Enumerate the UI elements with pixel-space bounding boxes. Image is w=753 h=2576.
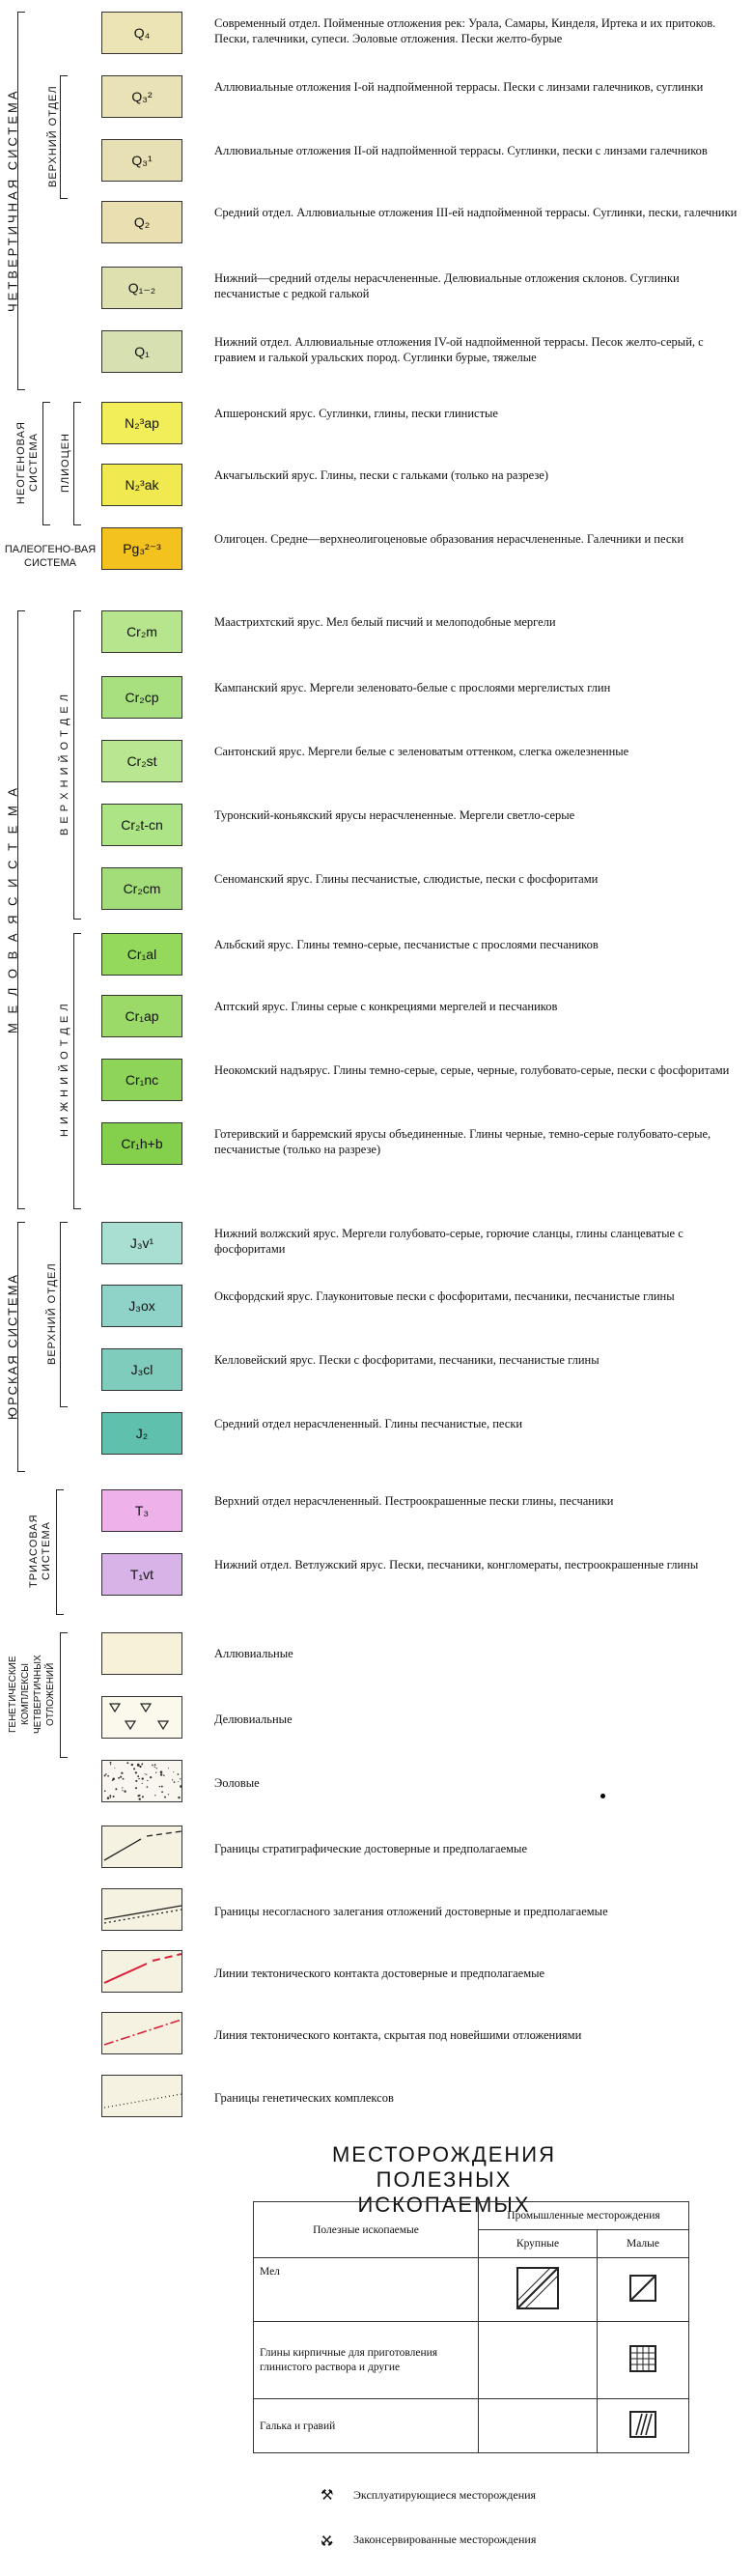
deposit-name-clay: Глины кирпичные для приготовления глинистого раствора и другие (254, 2322, 479, 2399)
sand-dot (160, 1773, 162, 1775)
sand-dot (137, 1775, 139, 1777)
gravel-small-icon (628, 2410, 657, 2439)
sand-dot (115, 1788, 117, 1790)
sand-dot (124, 1791, 126, 1793)
stratum-symbol: Q₃² (101, 75, 182, 118)
deposits-title-1: МЕСТОРОЖДЕНИЯ (331, 2142, 556, 2166)
sand-dot (160, 1770, 163, 1773)
tectonic-text: Линии тектонического контакта достоверные и предполагаемые (214, 1967, 545, 1980)
sand-dot (168, 1794, 169, 1795)
stratum-symbol: Cr₁al (101, 933, 182, 976)
stratum-description: Нижний волжский ярус. Мергели голубовато-серые, горючие сланцы, глины сланцеватые с фосфоритами (214, 1227, 683, 1256)
stratum-symbol: T₃ (101, 1489, 182, 1532)
sand-dot (133, 1768, 135, 1769)
sand-dot (164, 1797, 166, 1798)
conserved-icon: ⚒ (321, 2532, 334, 2547)
stratum-description: Туронский-коньякский ярусы нерасчлененные. Мергели светло-серые (214, 808, 575, 822)
deluvial-symbol (101, 1696, 182, 1739)
sand-dot (107, 1775, 109, 1777)
stratum-description: Олигоцен. Средне—верхнеолигоценовые образования нерасчлененные. Галечники и пески (214, 532, 684, 546)
sand-dot (131, 1764, 133, 1766)
sand-dot (178, 1773, 180, 1775)
stratum-symbol: Cr₂cm (101, 867, 182, 910)
sand-dot (104, 1790, 106, 1792)
deluvial-text: Делювиальные (214, 1713, 293, 1726)
stratum-description: Нижний—средний отделы нерасчлененные. Делювиальные отложения склонов. Суглинки песчанистые с редкой галькой (214, 271, 680, 300)
sand-dot (135, 1787, 137, 1789)
deposits-table (253, 2201, 689, 2453)
col-minerals: Полезные ископаемые (254, 2202, 479, 2258)
tectonic-hidden-symbol (101, 2012, 182, 2054)
stratum-symbol: Cr₂t-cn (101, 804, 182, 846)
stratum-symbol: Cr₂cp (101, 676, 182, 719)
sand-dot (114, 1768, 115, 1769)
stratum-symbol: Q₃¹ (101, 139, 182, 182)
stratum-description: Акчагыльский ярус. Глины, пески с гальками (только на разрезе) (214, 468, 549, 482)
sand-dot (154, 1795, 155, 1796)
strat-boundary-text: Границы стратиграфические достоверные и предполагаемые (214, 1842, 528, 1855)
sand-dot (120, 1776, 122, 1778)
sand-dot (110, 1764, 111, 1765)
stratum-description: Аптский ярус. Глины серые с конкрециями мергелей и песчаников (214, 1000, 558, 1013)
stratum-description: Готеривский и барремский ярусы объединенные. Глины черные, темно-серые голубовато-серые, песчанистые (только на разрезе) (214, 1127, 711, 1156)
stratum-symbol: J₃v¹ (101, 1222, 182, 1264)
sand-dot (110, 1762, 112, 1764)
label-paleogene: ПАЛЕОГЕНО-ВАЯ СИСТЕМА (4, 544, 97, 569)
stratum-description: Маастрихтский ярус. Мел белый писчий и мелоподобные мергели (214, 615, 556, 629)
bracket-cretaceous-lower (73, 933, 81, 1209)
sand-dot (123, 1778, 125, 1780)
sand-dot (135, 1780, 137, 1782)
sand-dot (150, 1776, 152, 1778)
stratum-symbol: Q₁ (101, 330, 182, 373)
dotted-pattern-icon (102, 1760, 181, 1802)
label-triassic: ТРИАСОВАЯ СИСТЕМА (28, 1514, 52, 1589)
sand-dot (138, 1798, 140, 1799)
unconformity-line-icon (102, 1888, 181, 1931)
bracket-cretaceous-upper (73, 610, 81, 920)
bracket-jurassic-upper (60, 1222, 68, 1407)
stratum-description: Сантонский ярус. Мергели белые с зеленоватым оттенком, слегка ожелезненные (214, 745, 629, 758)
alluvial-symbol (101, 1632, 182, 1675)
exploited-icon: ⚒ (321, 2488, 334, 2504)
sand-dot (145, 1773, 146, 1774)
stray-dot (600, 1794, 605, 1798)
boundary-line-icon (102, 1826, 181, 1868)
sand-dot (174, 1781, 176, 1783)
sand-dot (135, 1771, 137, 1773)
label-quaternary-upper: ВЕРХНИЙ ОТДЕЛ (47, 85, 59, 187)
sand-dot (172, 1779, 173, 1780)
sand-dot (147, 1780, 148, 1781)
stratum-description: Аллювиальные отложения I-ой надпойменной террасы. Пески с линзами галечников, суглинки (214, 80, 704, 94)
stratum-description: Верхний отдел нерасчлененный. Пестроокрашенные пески глины, песчаники (214, 1494, 614, 1508)
sand-dot (159, 1786, 160, 1787)
stratum-description: Нижний отдел. Аллювиальные отложения IV-ой надпойменной террасы. Песок желто-серый, с гравием и галькой уральских пород. Суглинки бурые, тяжелые (214, 335, 704, 364)
sand-dot (112, 1779, 114, 1781)
triangle-pattern-icon (102, 1696, 181, 1739)
label-jurassic: ЮРСКАЯ СИСТЕМА (5, 1272, 20, 1420)
chalk-large-icon (516, 2266, 560, 2310)
sand-dot (178, 1781, 179, 1782)
genetic-boundary-text: Границы генетических комплексов (214, 2091, 394, 2105)
stratum-symbol: N₂³ap (101, 402, 182, 444)
label-cretaceous-lower: Н И Ж Н И Й О Т Д Е Л (59, 1003, 70, 1138)
genetic-boundary-symbol (101, 2075, 182, 2117)
tectonic-symbol (101, 1950, 182, 1993)
unconformity-symbol (101, 1888, 182, 1931)
sand-dot (118, 1777, 120, 1779)
tectonic-line-icon (102, 1950, 181, 1993)
stratum-symbol: N₂³ak (101, 464, 182, 506)
stratum-symbol: Cr₁h+b (101, 1122, 182, 1165)
sand-dot (137, 1764, 140, 1767)
strat-boundary-symbol (101, 1826, 182, 1868)
label-quaternary: ЧЕТВЕРТИЧНАЯ СИСТЕМА (5, 88, 20, 312)
stratum-symbol: J₃ox (101, 1285, 182, 1327)
deposits-title-2: ПОЛЕЗНЫХ ИСКОПАЕМЫХ (357, 2167, 531, 2217)
stratum-symbol: Cr₂m (101, 610, 182, 653)
stratum-symbol: Cr₁nc (101, 1059, 182, 1101)
sand-dot (154, 1767, 155, 1768)
stratum-description: Альбский ярус. Глины темно-серые, песчанистые с прослоями песчаников (214, 938, 599, 951)
label-genetic: ГЕНЕТИЧЕСКИЕ КОМПЛЕКСЫ ЧЕТВЕРТИЧНЫХ ОТЛОЖЕНИЙ (8, 1655, 56, 1734)
sand-dot (126, 1762, 128, 1764)
sand-dot (152, 1765, 153, 1767)
stratum-symbol: Q₄ (101, 12, 182, 54)
sand-dot (142, 1796, 144, 1798)
bracket-quaternary-upper (60, 75, 68, 199)
stratum-symbol: Q₂ (101, 201, 182, 243)
eolian-symbol (101, 1760, 182, 1802)
sand-dot (122, 1787, 123, 1788)
sand-dot (178, 1797, 180, 1798)
stratum-description: Кампанский ярус. Мергели зеленовато-белые с прослоями мергелистых глин (214, 681, 611, 694)
sand-dot (110, 1797, 111, 1798)
sand-dot (155, 1772, 156, 1773)
stratum-description: Аллювиальные отложения II-ой надпойменной террасы. Суглинки, пески с линзами галечников (214, 144, 708, 157)
stratum-description: Келловейский ярус. Пески с фосфоритами, песчаники, песчанистые глины (214, 1353, 600, 1367)
label-cretaceous: М Е Л О В А Я С И С Т Е М А (5, 784, 20, 1033)
stratum-symbol: J₂ (101, 1412, 182, 1455)
sand-dot (161, 1786, 163, 1788)
chalk-small-icon (628, 2274, 657, 2303)
stratum-description: Средний отдел нерасчлененный. Глины песчанистые, пески (214, 1417, 523, 1430)
tectonic-hidden-line-icon (102, 2012, 181, 2054)
exploited-text: Эксплуатирующиеся месторождения (353, 2488, 537, 2502)
stratum-symbol: Cr₂st (101, 740, 182, 782)
bracket-neogene (42, 402, 50, 525)
stratum-description: Апшеронский ярус. Суглинки, глины, пески глинистые (214, 407, 498, 420)
sand-dot (105, 1773, 107, 1775)
stratum-symbol: Cr₁ap (101, 995, 182, 1037)
sand-dot (156, 1768, 157, 1769)
sand-dot (154, 1764, 156, 1766)
sand-dot (137, 1795, 139, 1797)
stratum-symbol: T₁vt (101, 1553, 182, 1596)
label-jurassic-upper: ВЕРХНИЙ ОТДЕЛ (46, 1262, 58, 1365)
sand-dot (180, 1778, 181, 1779)
conserved-text: Законсервированные месторождения (353, 2533, 537, 2546)
stratum-symbol: Q₁₋₂ (101, 267, 182, 309)
col-industrial: Промышленные месторождения (479, 2202, 689, 2230)
eolian-text: Эоловые (214, 1776, 260, 1790)
sand-dot (168, 1768, 169, 1769)
stratum-symbol: J₃cl (101, 1348, 182, 1391)
sand-dot (121, 1772, 123, 1774)
sand-dot (142, 1783, 143, 1784)
bracket-pliocene (73, 402, 81, 525)
unconformity-text: Границы несогласного залегания отложений достоверные и предполагаемые (214, 1905, 608, 1918)
sand-dot (161, 1791, 163, 1793)
sand-dot (163, 1774, 165, 1776)
label-neogene: НЕОГЕНОВАЯ СИСТЕМА (15, 421, 40, 504)
label-pliocene: ПЛИОЦЕН (60, 433, 71, 494)
sand-dot (142, 1777, 144, 1779)
sand-dot (104, 1774, 106, 1776)
sand-dot (113, 1796, 115, 1798)
sand-dot (122, 1790, 123, 1791)
stratum-description: Средний отдел. Аллювиальные отложения III-ей надпойменной террасы. Суглинки, пески, галечники (214, 206, 738, 219)
stratum-symbol: Pg₃²⁻³ (101, 527, 182, 570)
stratum-description: Современный отдел. Пойменные отложения рек: Урала, Самары, Кинделя, Иртека и их притоков. Пески, галечники, супеси. Эоловые отложения. Пески желто-бурые (214, 16, 716, 45)
col-large: Крупные (479, 2230, 598, 2258)
deposit-name-gravel: Галька и гравий (254, 2399, 479, 2453)
sand-dot (141, 1764, 143, 1766)
sand-dot (107, 1797, 110, 1799)
bracket-triassic (56, 1489, 64, 1615)
clay-small-icon (628, 2344, 657, 2373)
deposit-name-chalk: Мел (254, 2258, 479, 2322)
genetic-boundary-line-icon (102, 2075, 181, 2117)
sand-dot (147, 1786, 149, 1788)
label-cretaceous-upper: В Е Р Х Н И Й О Т Д Е Л (59, 693, 70, 835)
stratum-description: Сеноманский ярус. Глины песчанистые, слюдистые, пески с фосфоритами (214, 872, 599, 886)
sand-dot (146, 1774, 147, 1775)
alluvial-text: Аллювиальные (214, 1647, 293, 1660)
tectonic-hidden-text: Линия тектонического контакта, скрытая под новейшими отложениями (214, 2028, 582, 2042)
stratum-description: Неокомский надъярус. Глины темно-серые, серые, черные, голубовато-серые, пески с фосфоритами (214, 1063, 730, 1077)
col-small: Малые (598, 2230, 689, 2258)
stratum-description: Нижний отдел. Ветлужский ярус. Пески, песчаники, конгломераты, пестроокрашенные глины (214, 1558, 699, 1571)
sand-dot (139, 1766, 141, 1768)
sand-dot (109, 1795, 111, 1797)
bracket-genetic (60, 1632, 68, 1758)
sand-dot (138, 1778, 139, 1779)
stratum-description: Оксфордский ярус. Глауконитовые пески с фосфоритами, песчаники, песчанистые глины (214, 1289, 675, 1303)
sand-dot (173, 1771, 174, 1772)
